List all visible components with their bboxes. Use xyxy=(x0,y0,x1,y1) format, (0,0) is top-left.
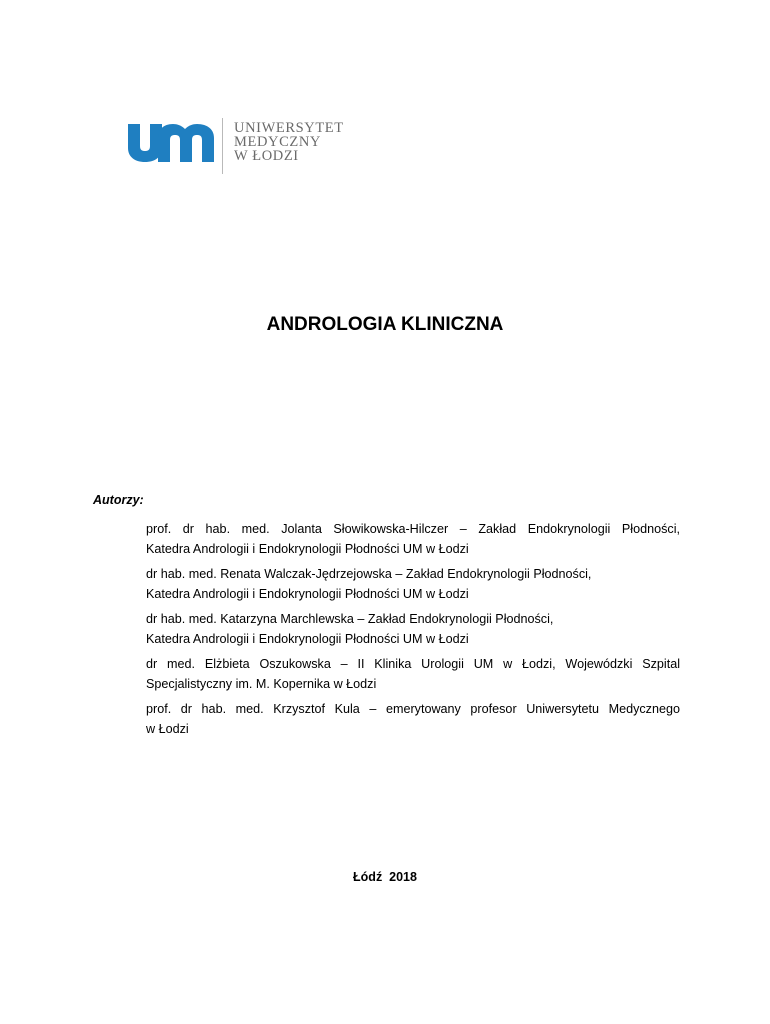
author-entry xyxy=(146,519,680,559)
authors-label: Autorzy: xyxy=(93,493,144,507)
author-entry xyxy=(146,699,680,739)
author-line: dr hab. med. Katarzyna Marchlewska – Zakład Endokrynologii Płodności, xyxy=(146,612,554,626)
author-line: Katedra Andrologii i Endokrynologii Płodności UM w Łodzi xyxy=(146,587,469,601)
author-line: dr hab. med. Renata Walczak-Jędrzejowska – Zakład Endokrynologii Płodności, xyxy=(146,567,592,581)
author-entry xyxy=(146,654,680,694)
author-line: Katedra Andrologii i Endokrynologii Płodności UM w Łodzi xyxy=(146,632,469,646)
author-line: prof. dr hab. med. Krzysztof Kula – emerytowany profesor Uniwersytetu Medycznego xyxy=(146,702,680,716)
logo-line-3: W ŁODZI xyxy=(234,148,299,164)
logo-line-1: UNIWERSYTET xyxy=(234,120,344,136)
logo-wordmark xyxy=(234,121,344,163)
university-logo xyxy=(128,118,368,176)
author-line: prof. dr hab. med. Jolanta Słowikowska-Hilczer – Zakład Endokrynologii Płodności, xyxy=(146,522,680,536)
author-line: Specjalistyczny im. M. Kopernika w Łodzi xyxy=(146,677,377,691)
author-entry xyxy=(146,564,680,604)
author-line: dr med. Elżbieta Oszukowska – II Klinika Urologii UM w Łodzi, Wojewódzki Szpital xyxy=(146,657,680,671)
um-logo-mark-icon xyxy=(128,124,214,162)
authors-list xyxy=(146,519,680,744)
author-line: w Łodzi xyxy=(146,722,189,736)
document-title: ANDROLOGIA KLINICZNA xyxy=(266,314,504,335)
author-line: Katedra Andrologii i Endokrynologii Płodności UM w Łodzi xyxy=(146,542,469,556)
logo-line-2: MEDYCZNY xyxy=(234,134,321,150)
author-entry xyxy=(146,609,680,649)
place-and-year: Łódź 2018 xyxy=(353,870,417,884)
logo-divider xyxy=(222,118,223,174)
